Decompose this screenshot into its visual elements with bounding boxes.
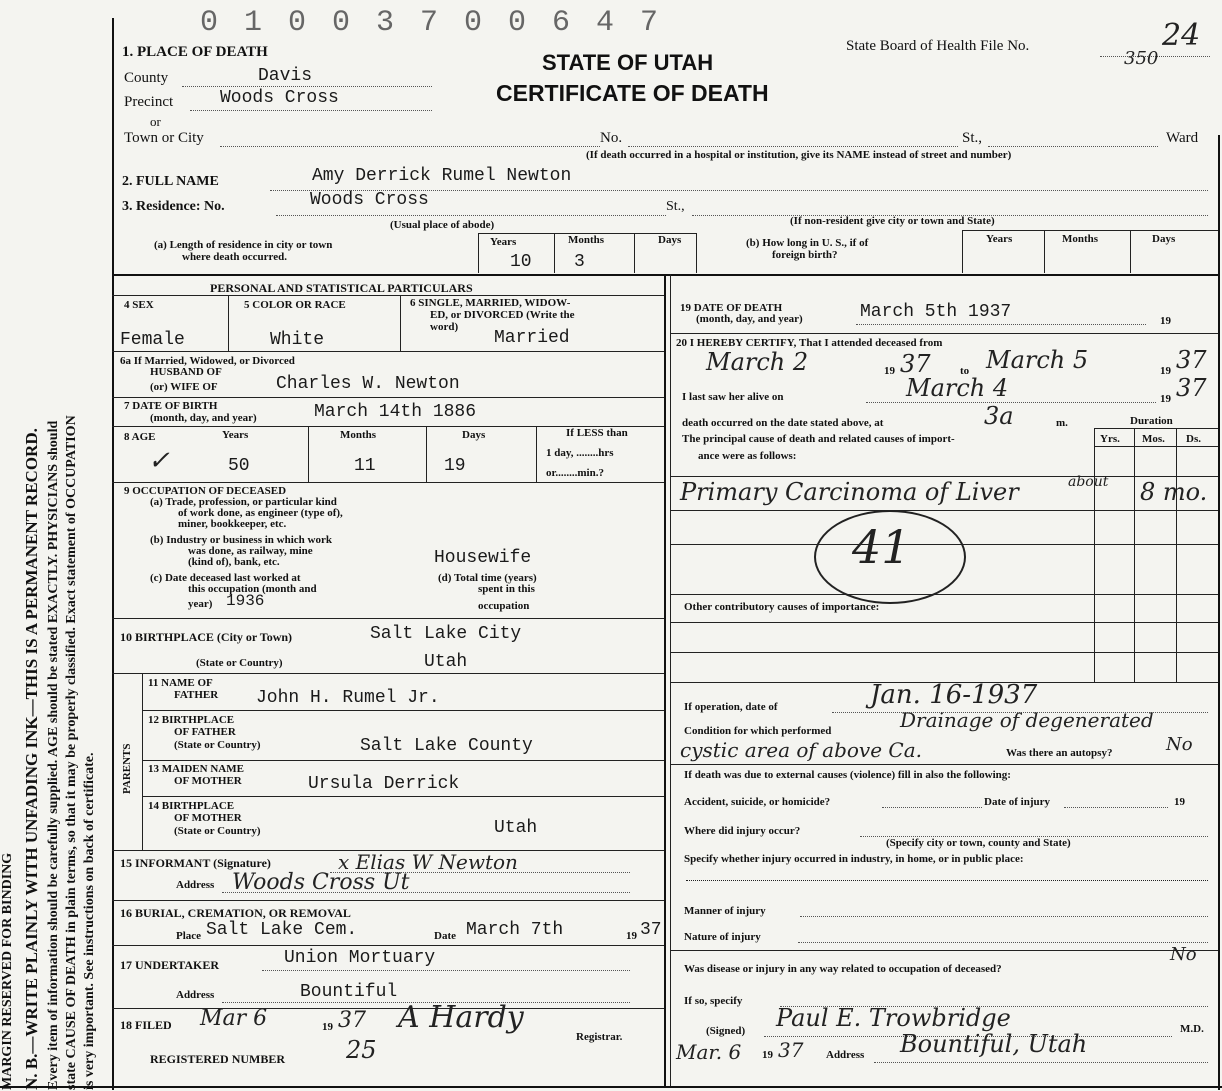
birthplace-city-value: Salt Lake City xyxy=(370,624,522,644)
row-9-rule xyxy=(112,618,664,619)
last-saw-label: I last saw her alive on xyxy=(682,391,784,403)
operation-date-value: Jan. 16-1937 xyxy=(870,680,1038,710)
birthplace-state-label: (State or Country) xyxy=(196,657,283,669)
non-resident-note: (If non-resident give city or town and State) xyxy=(790,215,995,227)
dob-label-b: (month, day, and year) xyxy=(150,412,257,424)
contrib-row-rule-2 xyxy=(670,652,1218,653)
external-causes-label: If death was due to external causes (violence) fill in also the following: xyxy=(684,769,1011,781)
row-6-rule xyxy=(112,351,664,352)
county-label: County xyxy=(124,70,169,86)
father-birthplace-label-b: OF FATHER xyxy=(174,726,236,738)
street-number-label: No. xyxy=(600,130,623,146)
burial-date-value: March 7th xyxy=(466,920,564,940)
occupation-d2: spent in this xyxy=(478,583,535,595)
age-col-divider-1 xyxy=(308,426,309,482)
or-label: or xyxy=(150,114,161,129)
age-day-label: 1 day, ........hrs xyxy=(546,447,614,459)
margin-instructions-line-2: state CAUSE OF DEATH in plain terms, so that it may be properly classified. Exact statement of OCCUPATION xyxy=(64,415,79,1090)
father-value: John H. Rumel Jr. xyxy=(256,688,440,708)
residence-table-top-right xyxy=(962,230,1218,231)
burial-year-prefix: 19 xyxy=(626,930,637,942)
attended-to-value: March 5 xyxy=(986,346,1089,374)
occupation-a3: miner, bookkeeper, etc. xyxy=(178,518,287,530)
duration-header-top xyxy=(1094,428,1218,429)
residence-months-label: Months xyxy=(568,234,605,246)
age-col-divider-2 xyxy=(426,426,427,482)
injury-where-label: Where did injury occur? xyxy=(684,825,801,837)
street-label: St., xyxy=(962,130,983,146)
margin-binding-note: MARGIN RESERVED FOR BINDING xyxy=(0,852,15,1090)
attended-to-label: to xyxy=(960,365,970,377)
occupation-value: Housewife xyxy=(434,548,532,568)
file-number-value: 24 xyxy=(1162,18,1201,53)
contrib-row-rule-1 xyxy=(670,622,1218,623)
ward-label: Ward xyxy=(1166,130,1199,146)
burial-date-label: Date xyxy=(434,930,456,942)
burial-place-value: Salt Lake Cem. xyxy=(206,920,358,940)
physician-address-value: Bountiful, Utah xyxy=(900,1030,1088,1058)
duration-ds-label: Ds. xyxy=(1186,433,1201,445)
nature-line xyxy=(798,942,1208,943)
related-occupation-label: Was disease or injury in any way related to occupation of deceased? xyxy=(684,963,1002,975)
cause-duration-value: 8 mo. xyxy=(1140,478,1208,506)
circled-code-value: 41 xyxy=(852,520,911,574)
sex-value: Female xyxy=(120,330,185,350)
residence-col-divider-4 xyxy=(696,233,697,273)
file-number-secondary: 350 xyxy=(1124,48,1159,69)
injury-section-rule xyxy=(670,950,1218,951)
residence-value: Woods Cross xyxy=(310,190,429,210)
burial-place-label: Place xyxy=(176,930,202,942)
us-col-divider-1 xyxy=(962,230,963,273)
occupation-c3: year) xyxy=(188,598,213,610)
row-19-rule xyxy=(670,333,1218,334)
occupation-d3: occupation xyxy=(478,600,530,612)
father-birthplace-label-c: (State or Country) xyxy=(174,739,261,751)
cause-row-rule-1 xyxy=(670,476,1218,477)
undertaker-address-value: Bountiful xyxy=(300,982,398,1002)
age-less-label: If LESS than xyxy=(566,427,628,439)
filed-year-prefix: 19 xyxy=(322,1021,333,1033)
mother-label-b: OF MOTHER xyxy=(174,775,242,787)
attended-to-year: 37 xyxy=(1176,346,1207,374)
residence-label: 3. Residence: No. xyxy=(122,199,225,214)
age-min-label: or........min.? xyxy=(546,467,604,479)
undertaker-address-label: Address xyxy=(176,989,215,1001)
spouse-label-a: 6a If Married, Widowed, or Divorced xyxy=(120,355,295,367)
row-15-rule xyxy=(112,900,664,901)
form-right-border xyxy=(1218,135,1220,1090)
us-months-label: Months xyxy=(1062,233,1099,245)
center-panel-border-right xyxy=(670,274,671,1086)
cause-label-a: The principal cause of death and related causes of import- xyxy=(682,433,955,445)
date-of-death-year-suffix: 19 xyxy=(1160,315,1171,327)
burial-label: 16 BURIAL, CREMATION, OR REMOVAL xyxy=(120,906,351,920)
duration-mos-label: Mos. xyxy=(1142,433,1165,445)
us-residence-label-b: foreign birth? xyxy=(772,249,838,261)
town-city-line xyxy=(220,146,600,147)
contrib-col-2 xyxy=(1134,594,1135,682)
injury-specify-rule-1 xyxy=(686,880,1208,881)
manner-line xyxy=(800,916,1208,917)
row-8-rule xyxy=(112,482,664,483)
date-of-death-label-b: (month, day, and year) xyxy=(696,313,803,325)
usual-abode-note: (Usual place of abode) xyxy=(390,219,495,231)
cause-row-rule-2 xyxy=(670,510,1218,511)
age-col-divider-3 xyxy=(536,426,537,482)
row-6a-rule xyxy=(112,397,664,398)
residence-months-value: 3 xyxy=(574,252,585,272)
condition-value-1: Drainage of degenerated xyxy=(900,708,1154,732)
mother-birthplace-label-b: OF MOTHER xyxy=(174,812,242,824)
center-panel-border-left xyxy=(664,274,666,1086)
signed-label: (Signed) xyxy=(706,1025,746,1037)
occupation-d1: (d) Total time (years) xyxy=(438,572,537,584)
mother-birthplace-label-c: (State or Country) xyxy=(174,825,261,837)
duration-label: Duration xyxy=(1130,415,1173,427)
mother-label-a: 13 MAIDEN NAME xyxy=(148,763,244,775)
street-number-line xyxy=(628,146,958,147)
hospital-note: (If death occurred in a hospital or institution, give its NAME instead of street and number) xyxy=(586,149,1012,161)
registered-number-value: 25 xyxy=(346,1036,377,1064)
residence-line xyxy=(276,215,666,216)
duration-yrs-label: Yrs. xyxy=(1100,433,1120,445)
undertaker-label: 17 UNDERTAKER xyxy=(120,958,220,972)
death-time-value: 3a xyxy=(984,402,1014,430)
attended-from-value: March 2 xyxy=(706,348,809,376)
duration-header-bottom xyxy=(1094,446,1218,447)
full-name-value: Amy Derrick Rumel Newton xyxy=(312,166,572,186)
last-saw-year: 37 xyxy=(1176,374,1207,402)
filed-year-value: 37 xyxy=(338,1008,366,1033)
last-worked-value: 1936 xyxy=(226,592,265,610)
father-label-b: FATHER xyxy=(174,689,219,701)
contributory-causes-label: Other contributory causes of importance: xyxy=(684,601,880,613)
undertaker-line xyxy=(262,970,630,971)
occupation-b1: (b) Industry or business in which work xyxy=(150,534,332,546)
race-value: White xyxy=(270,330,325,350)
contrib-col-1 xyxy=(1094,594,1095,682)
personal-heading-rule xyxy=(112,295,664,296)
accident-line xyxy=(882,807,982,808)
occupation-label: 9 OCCUPATION OF DECEASED xyxy=(124,485,287,497)
death-time-m-label: m. xyxy=(1056,417,1068,429)
residence-col-divider-2 xyxy=(554,233,555,273)
cause-row-rule-4 xyxy=(670,594,1218,595)
precinct-value: Woods Cross xyxy=(220,88,339,108)
attended-from-year: 37 xyxy=(900,350,931,378)
certify-label: 20 I HEREBY CERTIFY, That I attended deceased from xyxy=(676,337,943,349)
residence-street-label: St., xyxy=(666,199,685,214)
residence-years-value: 10 xyxy=(510,252,532,272)
injury-date-label: Date of injury xyxy=(984,796,1050,808)
injury-year-prefix: 19 xyxy=(1174,796,1185,808)
informant-label: 15 INFORMANT (Signature) xyxy=(120,856,271,870)
filed-date-value: Mar 6 xyxy=(200,1006,268,1031)
physician-address-line xyxy=(874,1062,1208,1063)
precinct-label: Precinct xyxy=(124,94,174,110)
registrar-label: Registrar. xyxy=(576,1031,623,1043)
undertaker-value: Union Mortuary xyxy=(284,948,436,968)
personal-heading: PERSONAL AND STATISTICAL PARTICULARS xyxy=(210,281,473,295)
md-label: M.D. xyxy=(1180,1023,1204,1035)
certificate-title: CERTIFICATE OF DEATH xyxy=(496,80,769,106)
sex-divider xyxy=(228,295,229,351)
spouse-label-b: HUSBAND OF xyxy=(150,366,222,378)
residence-col-divider-3 xyxy=(634,233,635,273)
father-birthplace-value: Salt Lake County xyxy=(360,736,533,756)
mother-birthplace-label-a: 14 BIRTHPLACE xyxy=(148,800,235,812)
row-12-rule xyxy=(142,760,664,761)
us-col-divider-2 xyxy=(1044,230,1045,273)
physician-signature: Paul E. Trowbridge xyxy=(776,1004,1011,1032)
marital-value: Married xyxy=(494,328,570,348)
us-residence-label-a: (b) How long in U. S., if of xyxy=(746,237,869,249)
street-line xyxy=(988,146,1158,147)
autopsy-label: Was there an autopsy? xyxy=(1006,747,1113,759)
residence-days-label: Days xyxy=(658,234,682,246)
county-line xyxy=(182,86,432,87)
date-of-death-line xyxy=(856,324,1146,325)
cause-about-value: about xyxy=(1068,474,1109,490)
occupation-a2: of work done, as engineer (type of), xyxy=(178,507,343,519)
row-10-rule xyxy=(112,673,664,674)
sex-label: 4 SEX xyxy=(124,299,154,311)
filed-label: 18 FILED xyxy=(120,1018,172,1032)
related-occupation-value: No xyxy=(1170,944,1197,965)
certificate-serial-number: 0 1 0 0 3 7 0 0 6 4 7 xyxy=(200,6,663,40)
registered-number-label: REGISTERED NUMBER xyxy=(150,1052,286,1066)
nature-label: Nature of injury xyxy=(684,931,761,943)
last-saw-value: March 4 xyxy=(906,374,1009,402)
mother-value: Ursula Derrick xyxy=(308,774,460,794)
father-birthplace-label-a: 12 BIRTHPLACE xyxy=(148,714,235,726)
informant-signature: x Elias W Newton xyxy=(338,850,518,874)
cause-of-death-value: Primary Carcinoma of Liver xyxy=(680,478,1019,506)
spouse-value: Charles W. Newton xyxy=(276,374,460,394)
informant-address-label: Address xyxy=(176,879,215,891)
state-heading: STATE OF UTAH xyxy=(542,50,714,75)
residence-years-label: Years xyxy=(490,236,517,248)
us-years-label: Years xyxy=(986,233,1013,245)
signed-year-prefix: 19 xyxy=(762,1049,773,1061)
birthplace-state-value: Utah xyxy=(424,652,468,672)
registrar-signature: A Hardy xyxy=(398,1000,524,1035)
row-11-rule xyxy=(142,710,664,711)
marital-label-b: ED, or DIVORCED (Write the xyxy=(430,309,575,321)
row-13-rule xyxy=(142,796,664,797)
row-17-rule xyxy=(112,1008,664,1009)
duration-col-2 xyxy=(1134,428,1135,594)
manner-label: Manner of injury xyxy=(684,905,766,917)
age-days-value: 19 xyxy=(444,456,466,476)
length-residence-label-b: where death occurred. xyxy=(182,251,287,263)
race-divider xyxy=(400,295,401,351)
us-col-divider-3 xyxy=(1130,230,1131,273)
left-panel-border xyxy=(112,274,114,1086)
duration-col-1 xyxy=(1094,428,1095,594)
age-months-value: 11 xyxy=(354,456,376,476)
burial-year-value: 37 xyxy=(640,920,662,940)
dob-value: March 14th 1886 xyxy=(314,402,477,422)
full-name-label: 2. FULL NAME xyxy=(122,174,219,189)
occupation-b3: (kind of), bank, etc. xyxy=(188,556,280,568)
occupation-c2: this occupation (month and xyxy=(188,583,317,595)
injury-date-line xyxy=(1064,807,1168,808)
occupation-b2: was done, as railway, mine xyxy=(188,545,313,557)
physician-address-label: Address xyxy=(826,1049,865,1061)
us-days-label: Days xyxy=(1152,233,1176,245)
informant-address-value: Woods Cross Ut xyxy=(232,870,410,895)
form-bottom-border xyxy=(0,1086,1222,1088)
spouse-label-c: (or) WIFE OF xyxy=(150,381,218,393)
date-of-death-value: March 5th 1937 xyxy=(860,302,1012,322)
duration-col-3 xyxy=(1176,428,1177,594)
operation-date-label: If operation, date of xyxy=(684,701,778,713)
father-label-a: 11 NAME OF xyxy=(148,677,213,689)
margin-instructions-line-3: is very important. See instructions on back of certificate. xyxy=(82,752,97,1090)
marital-label-c: word) xyxy=(430,321,459,333)
margin-instructions-line-1: Every item of information should be carefully supplied. AGE should be stated EXACTLY. PHYSICIANS should xyxy=(46,420,61,1090)
age-label: 8 AGE xyxy=(124,431,156,443)
birthplace-label: 10 BIRTHPLACE (City or Town) xyxy=(120,630,293,644)
injury-specify-label: Specify whether injury occurred in industry, in home, or in public place: xyxy=(684,853,1024,865)
precinct-line xyxy=(190,110,432,111)
attended-to-year-prefix: 19 xyxy=(1160,365,1171,377)
race-label: 5 COLOR OR RACE xyxy=(244,299,346,311)
parents-side-divider xyxy=(142,673,143,850)
marital-label-a: 6 SINGLE, MARRIED, WIDOW- xyxy=(410,297,571,309)
county-value: Davis xyxy=(258,66,313,86)
signed-date-value: Mar. 6 xyxy=(676,1040,742,1064)
residence-col-divider-1 xyxy=(478,233,479,273)
place-of-death-label: 1. PLACE OF DEATH xyxy=(122,44,268,60)
age-days-label: Days xyxy=(462,429,486,441)
autopsy-value: No xyxy=(1166,734,1193,755)
attended-from-year-prefix: 19 xyxy=(884,365,895,377)
last-saw-year-prefix: 19 xyxy=(1160,393,1171,405)
mother-birthplace-value: Utah xyxy=(494,818,538,838)
date-of-death-label-a: 19 DATE OF DEATH xyxy=(680,302,783,314)
age-years-label: Years xyxy=(222,429,249,441)
occupation-c1: (c) Date deceased last worked at xyxy=(150,572,301,584)
condition-label: Condition for which performed xyxy=(684,725,832,737)
signed-year-value: 37 xyxy=(778,1038,804,1062)
age-years-value: 50 xyxy=(228,456,250,476)
injury-where-note: (Specify city or town, county and State) xyxy=(886,837,1071,849)
accident-label: Accident, suicide, or homicide? xyxy=(684,796,831,808)
age-checkmark: ✓ xyxy=(148,446,170,476)
autopsy-row-rule xyxy=(670,764,1218,765)
occupation-a1: (a) Trade, profession, or particular kind xyxy=(150,496,337,508)
death-occurred-label: death occurred on the date stated above, at xyxy=(682,417,884,429)
contrib-col-3 xyxy=(1176,594,1177,682)
length-residence-label-a: (a) Length of residence in city or town xyxy=(154,239,333,251)
row-16-rule xyxy=(112,945,664,946)
age-months-label: Months xyxy=(340,429,377,441)
margin-permanent-record-note: N. B.—WRITE PLAINLY WITH UNFADING INK—THIS IS A PERMANENT RECORD. xyxy=(22,428,41,1090)
cause-label-b: ance were as follows: xyxy=(698,450,797,462)
dob-label-a: 7 DATE OF BIRTH xyxy=(124,400,218,412)
town-city-label: Town or City xyxy=(124,130,204,146)
if-so-label: If so, specify xyxy=(684,995,743,1007)
condition-value-2: cystic area of above Ca. xyxy=(680,738,923,762)
file-number-label: State Board of Health File No. xyxy=(846,38,1030,54)
parents-side-label: PARENTS xyxy=(121,743,133,794)
